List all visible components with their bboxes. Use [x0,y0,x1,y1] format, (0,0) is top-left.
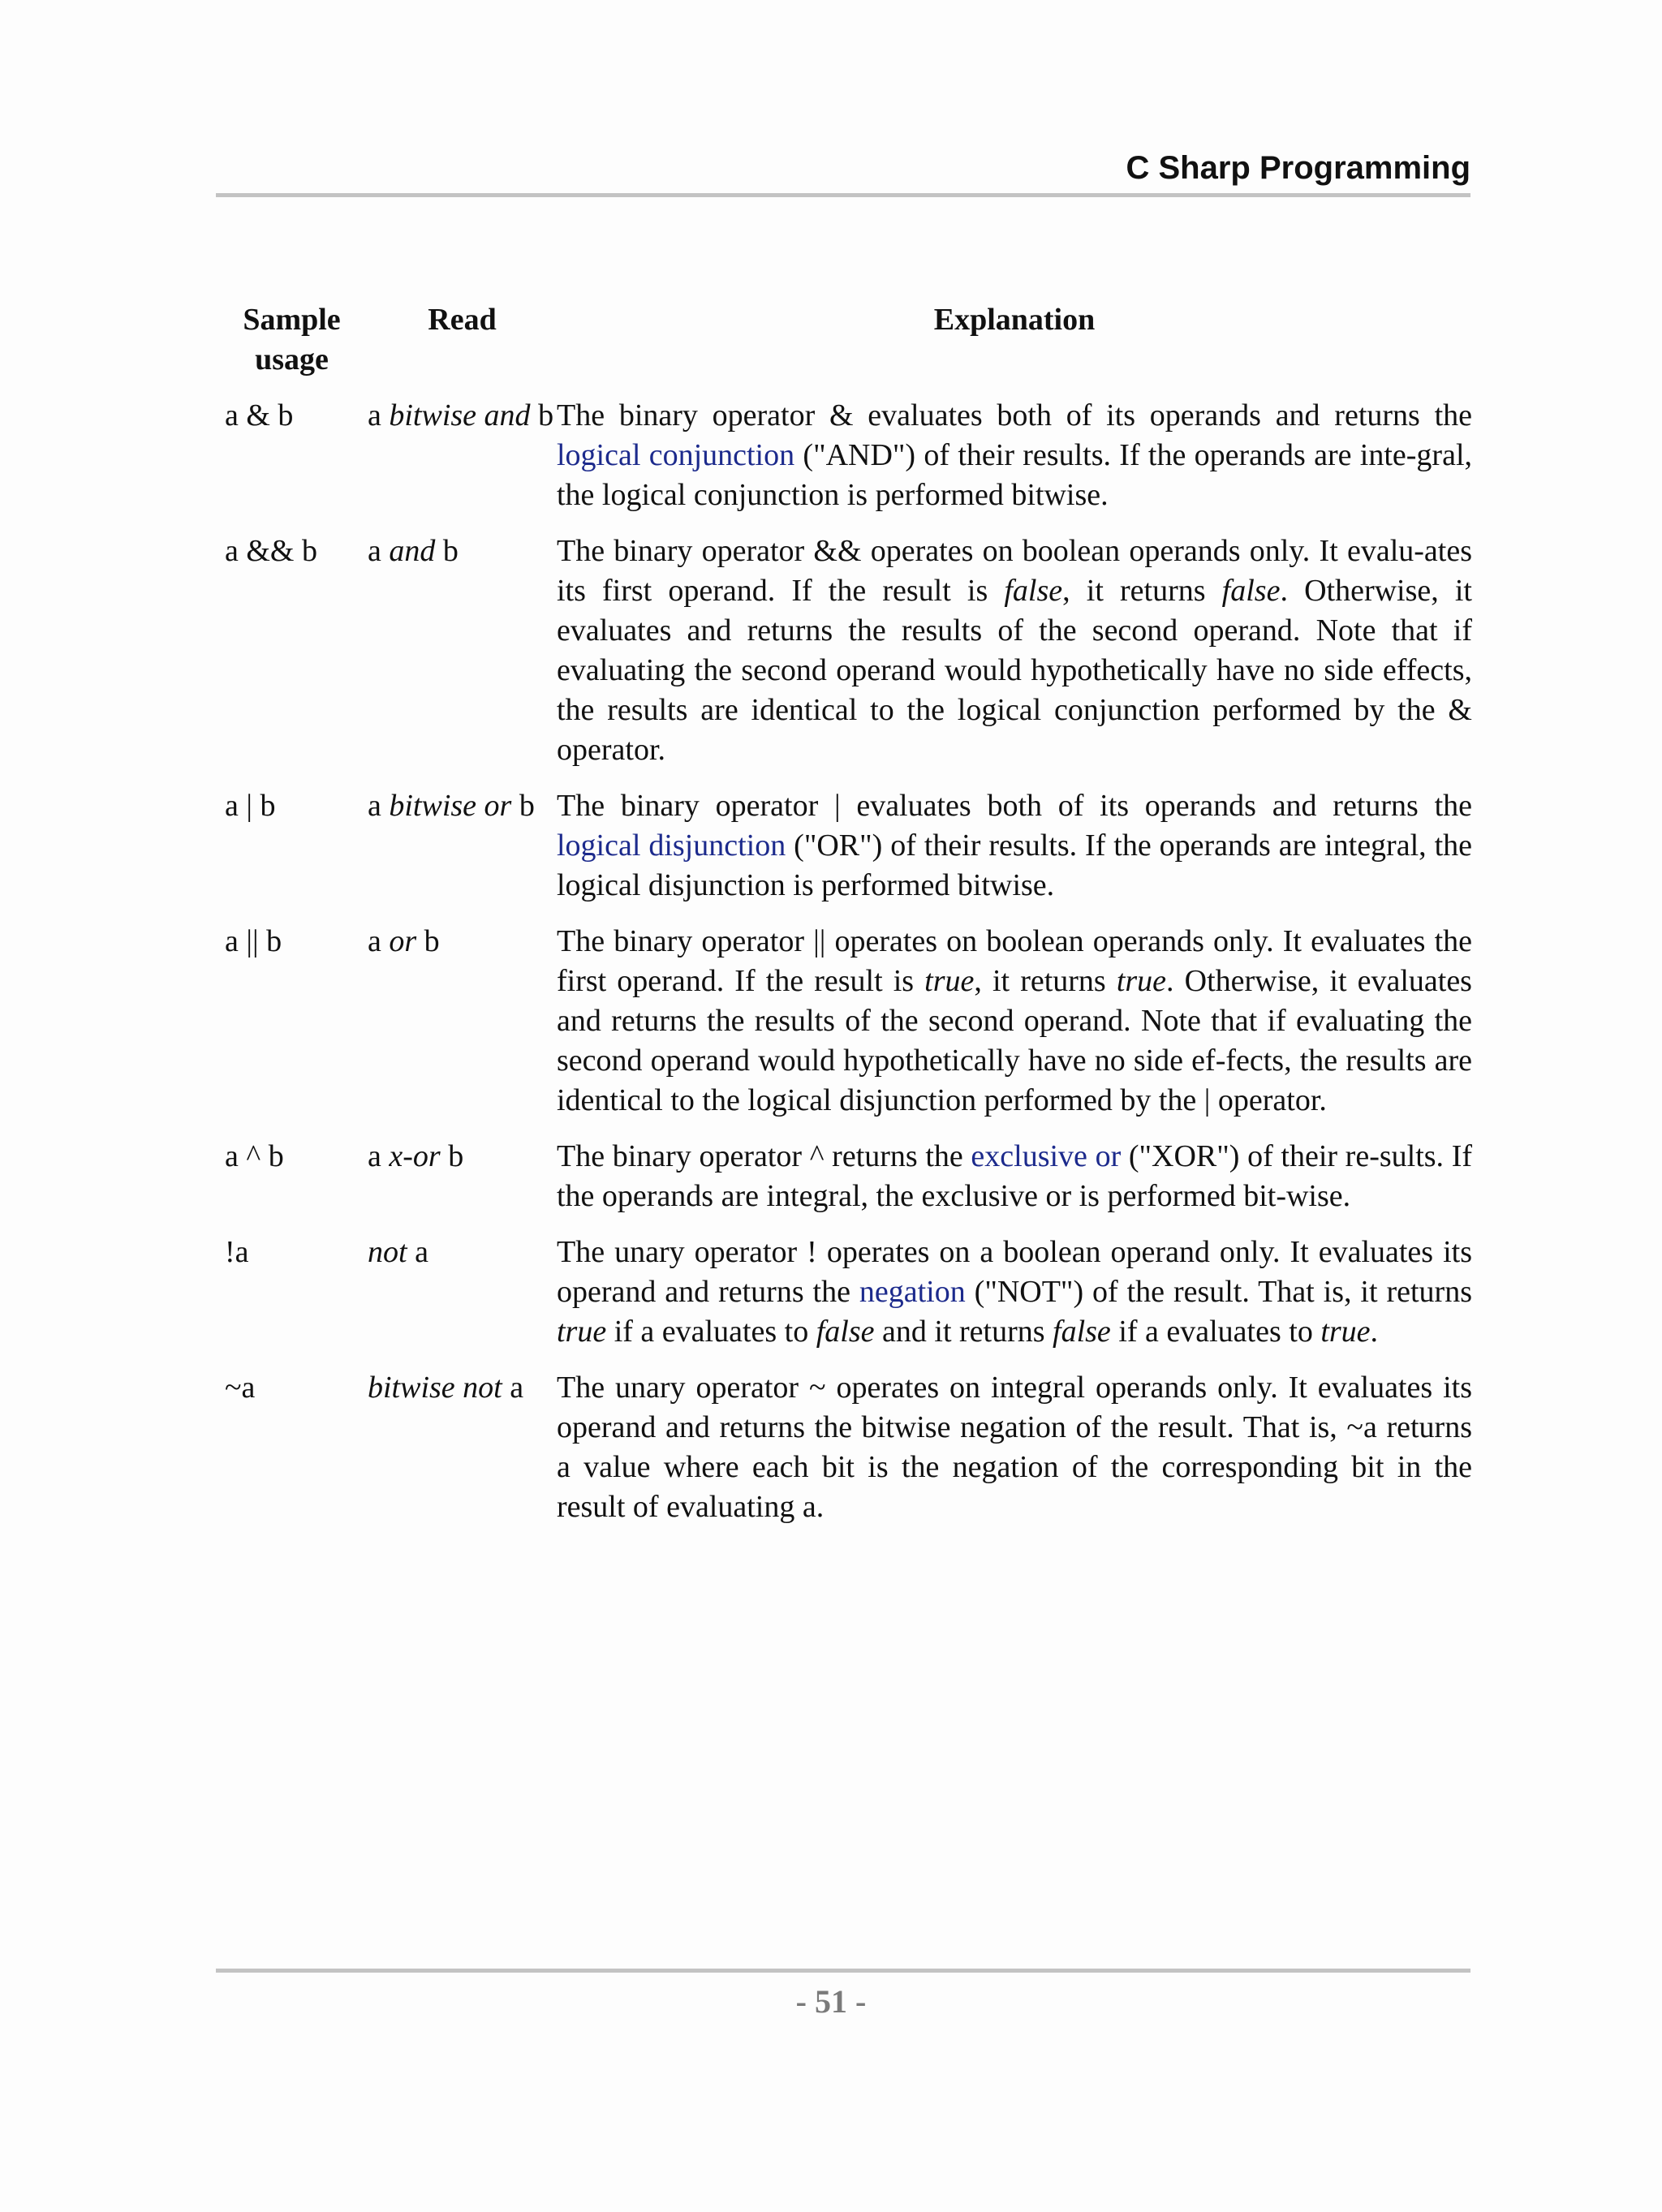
sample-usage-cell: !a [225,1235,249,1269]
page-number: - 51 - [795,1983,867,2020]
explanation-text: if a evaluates to [606,1315,816,1349]
wiki-link[interactable]: exclusive or [971,1139,1122,1173]
explanation-text: ("NOT") of the result. That is, it returns [965,1275,1472,1309]
emphasis-text: false [816,1315,875,1349]
explanation-text: . [1370,1315,1379,1349]
table-body [216,396,1472,1543]
explanation-text: ("OR") of their results. If the operands are integral, the logical disjunction is performed bitwise. [557,828,1472,902]
read-prefix: a [368,1139,390,1173]
table-row [216,396,1472,531]
read-prefix: a [368,398,390,433]
explanation-cell [557,1137,1472,1233]
table-row [216,1233,1472,1368]
explanation-text: The binary operator ^ returns the [557,1139,971,1173]
read-operator-word: bitwise not [368,1371,502,1405]
read-operator-word: not [368,1235,407,1269]
column-header-explanation: Explanation [933,303,1096,337]
read-prefix: a [368,789,390,823]
explanation-text: The binary operator & evaluates both of its operands and returns the [557,398,1472,433]
wiki-link[interactable]: logical disjunction [557,828,786,863]
read-suffix: b [435,534,459,568]
read-cell [368,1368,557,1543]
explanation-cell [557,922,1472,1137]
read-operator-word: bitwise and [389,398,531,433]
column-header-sample-usage: Sample usage [243,303,341,377]
table-header-row [216,300,1472,396]
explanation-text: The unary operator ~ operates on integral operands only. It evaluates its operand and returns the bitwise negation of the result. That is, ~a returns a value where each bit is the negation of the corresponding bit in the result of evaluating a. [557,1371,1472,1524]
read-cell [368,396,557,531]
explanation-text: . Otherwise, it evaluates and returns the results of the second operand. Note that if evaluating the second operand would hypothetically have no side effects, the results are identical to the logical conjunction performed by the & operator. [557,574,1472,767]
read-operator-word: x-or [389,1139,441,1173]
explanation-cell [557,1368,1472,1543]
table-row [216,922,1472,1137]
emphasis-text: false [1053,1315,1111,1349]
header-rule [216,193,1470,197]
read-prefix: a [368,534,390,568]
read-operator-word: bitwise or [389,789,512,823]
emphasis-text: true [924,964,975,998]
emphasis-text: false [1004,574,1063,608]
wiki-link[interactable]: negation [859,1275,966,1309]
read-cell [368,1137,557,1233]
sample-usage-cell: a | b [225,789,276,823]
running-header-title: C Sharp Programming [1126,150,1470,186]
sample-usage-cell: a || b [225,924,282,958]
footer-rule [216,1969,1470,1973]
emphasis-text: true [1116,964,1167,998]
sample-usage-cell: a ^ b [225,1139,284,1173]
table-row [216,1368,1472,1543]
explanation-text: The binary operator || operates on boolean operands only. It evaluates the first operand. If the result is [557,924,1472,998]
wiki-link[interactable]: logical conjunction [557,438,795,472]
sample-usage-cell: a & b [225,398,294,433]
explanation-cell [557,1233,1472,1368]
explanation-text: The binary operator | evaluates both of its operands and returns the [557,789,1472,823]
explanation-cell [557,531,1472,786]
explanation-text: and it returns [874,1315,1053,1349]
explanation-text: , it returns [1062,574,1222,608]
explanation-text: The binary operator && operates on boolean operands only. It evalu-ates its first operand. If the result is [557,534,1472,608]
table-row [216,786,1472,922]
explanation-text: . Otherwise, it evaluates and returns the results of the second operand. Note that if evaluating the second operand would hypothetically have no side ef-fects, the results are identical to the logical disjunction performed by the | operator. [557,964,1472,1117]
read-cell [368,786,557,922]
explanation-cell [557,396,1472,531]
read-suffix: a [502,1371,524,1405]
read-suffix: b [511,789,535,823]
read-suffix: b [530,398,554,433]
explanation-text: ("AND") of their results. If the operands are inte-gral, the logical conjunction is performed bitwise. [557,438,1473,512]
sample-usage-cell: a && b [225,534,317,568]
emphasis-text: true [557,1315,607,1349]
explanation-text: ("XOR") of their re-sults. If the operands are integral, the exclusive or is performed bit-wise. [557,1139,1473,1213]
read-prefix: a [368,924,390,958]
read-operator-word: and [389,534,436,568]
read-operator-word: or [389,924,417,958]
explanation-cell [557,786,1472,922]
read-suffix: b [416,924,440,958]
sample-usage-cell: ~a [225,1371,256,1405]
operator-table [216,300,1472,1543]
column-header-read: Read [428,303,497,337]
explanation-text: , it returns [974,964,1117,998]
read-cell [368,922,557,1137]
read-cell [368,531,557,786]
read-suffix: a [407,1235,428,1269]
explanation-text: The unary operator ! operates on a boolean operand only. It evaluates its operand and returns the [557,1235,1472,1309]
read-suffix: b [440,1139,464,1173]
table-row [216,1137,1472,1233]
read-cell [368,1233,557,1368]
explanation-text: if a evaluates to [1110,1315,1321,1349]
table-row [216,531,1472,786]
emphasis-text: true [1320,1315,1371,1349]
emphasis-text: false [1221,574,1281,608]
